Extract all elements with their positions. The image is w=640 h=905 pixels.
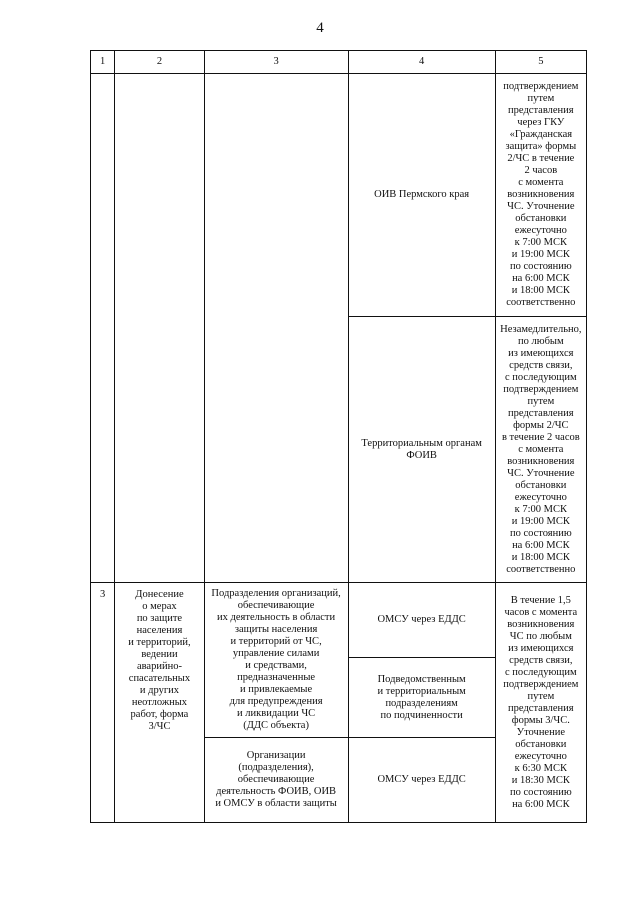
deadline-cell: подтверждением путем представления через ГКУ «Гражданская защита» формы 2/ЧС в течение 2 часов с момента возникновения ЧС. Уточнение обстановки ежесуточно к 7:00 МСК и 19:00 МСК по состоянию на 6:00 МСК и 18:00 МСК соответственно [495, 74, 586, 317]
recipient-cell: ОМСУ через ЕДДС [348, 583, 495, 658]
deadline-cell: В течение 1,5 часов с момента возникновения ЧС по любым из имеющихся средств связи, с последующим подтверждением путем представления формы 3/ЧС. Уточнение обстановки ежесуточно к 6:30 МСК и 18:30 МСК по состоянию на 6:00 МСК [495, 583, 586, 823]
row-number-cell: 3 [91, 583, 115, 823]
recipient-cell: ОМСУ через ЕДДС [348, 738, 495, 823]
page-number: 4 [316, 20, 324, 36]
empty-cell [91, 74, 115, 583]
recipient-cell: Подведомственным и территориальным подразделениям по подчиненности [348, 658, 495, 738]
header-col-5: 5 [495, 51, 586, 74]
recipient-cell: ОИВ Пермского края [348, 74, 495, 317]
deadline-cell: Незамедлительно, по любым из имеющихся средств связи, с последующим подтверждением путем представления формы 2/ЧС в течение 2 часов с момента возникновения ЧС. Уточнение обстановки ежесуточно к 7:00 МСК и 19:00 МСК по состоянию на 6:00 МСК и 18:00 МСК соответственно [495, 317, 586, 583]
header-col-1: 1 [91, 51, 115, 74]
header-col-3: 3 [204, 51, 348, 74]
table-row [91, 583, 587, 658]
sender-cell: Организации (подразделения), обеспечивающие деятельность ФОИВ, ОИВ и ОМСУ в области защиты [204, 738, 348, 823]
empty-cell [115, 74, 204, 583]
reporting-table [90, 50, 587, 823]
empty-cell [204, 74, 348, 583]
recipient-cell: Территориальным органам ФОИВ [348, 317, 495, 583]
sender-cell: Подразделения организаций, обеспечивающие их деятельность в области защиты населения и территорий от ЧС, управление силами и средствами, предназначенные и привлекаемые для предупреждения и ликвидации ЧС (ДДС объекта) [204, 583, 348, 738]
table-row [91, 74, 587, 317]
header-col-2: 2 [115, 51, 204, 74]
report-name-cell: Донесение о мерах по защите населения и территорий, ведении аварийно- спасательных и других неотложных работ, форма 3/ЧС [115, 583, 204, 823]
header-row [91, 51, 587, 74]
header-col-4: 4 [348, 51, 495, 74]
